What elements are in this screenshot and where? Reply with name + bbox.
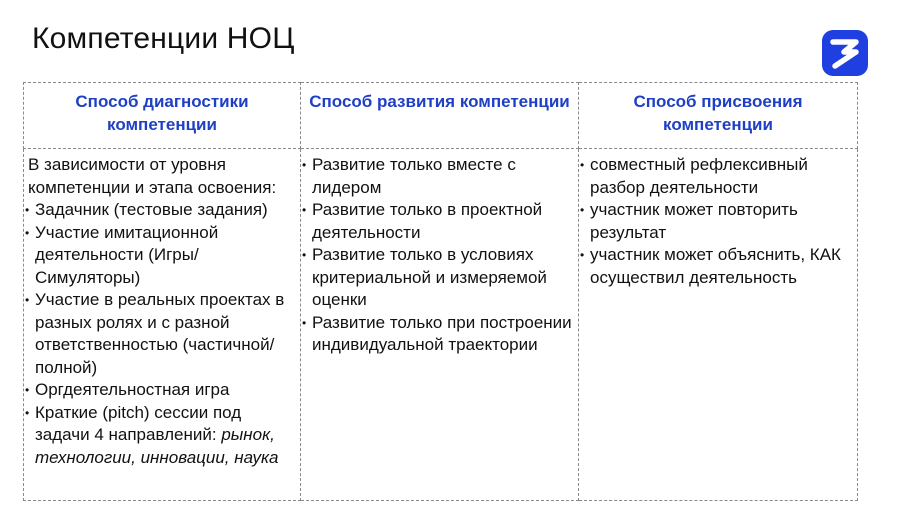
development-list <box>305 154 574 357</box>
brand-z-logo-icon <box>822 30 868 76</box>
list-item: • Задачник (тестовые задания) <box>28 199 296 222</box>
list-item: • Оргдеятельностная игра <box>28 379 296 402</box>
list-item: • Развитие только при построении индивидуальной траектории <box>305 312 574 357</box>
table-body-row <box>24 149 858 501</box>
list-item: • Развитие только вместе с лидером <box>305 154 574 199</box>
header-development: Способ развития компетенции <box>301 83 579 149</box>
diagnostics-list <box>28 199 296 469</box>
list-item: • Участие имитационной деятельности (Игры/ Симуляторы) <box>28 222 296 290</box>
table-header-row <box>24 83 858 149</box>
competencies-table <box>23 82 858 501</box>
list-item: • совместный рефлексивный разбор деятельности <box>583 154 853 199</box>
development-cell <box>301 149 579 501</box>
acquisition-cell <box>579 149 858 501</box>
list-item: • Участие в реальных проектах в разных ролях и с разной ответственностью (частичной/полной) <box>28 289 296 379</box>
acquisition-list <box>583 154 853 289</box>
page-title: Компетенции НОЦ <box>32 22 295 55</box>
list-item <box>28 402 296 470</box>
header-acquisition: Способ присвоения компетенции <box>579 83 858 149</box>
diagnostics-intro: В зависимости от уровня компетенции и этапа освоения: <box>28 155 277 197</box>
list-item: • участник может повторить результат <box>583 199 853 244</box>
list-item: • Развитие только в условиях критериальной и измеряемой оценки <box>305 244 574 312</box>
header-diagnostics: Способ диагностики компетенции <box>24 83 301 149</box>
diagnostics-cell <box>24 149 301 501</box>
list-item-italic-text: рынок, технологии, инновации, наука <box>35 425 279 467</box>
list-item: • участник может объяснить, КАК осуществил деятельность <box>583 244 853 289</box>
list-item: • Развитие только в проектной деятельности <box>305 199 574 244</box>
list-item-text: Краткие (pitch) сессии под задачи 4 направлений: <box>35 402 242 444</box>
